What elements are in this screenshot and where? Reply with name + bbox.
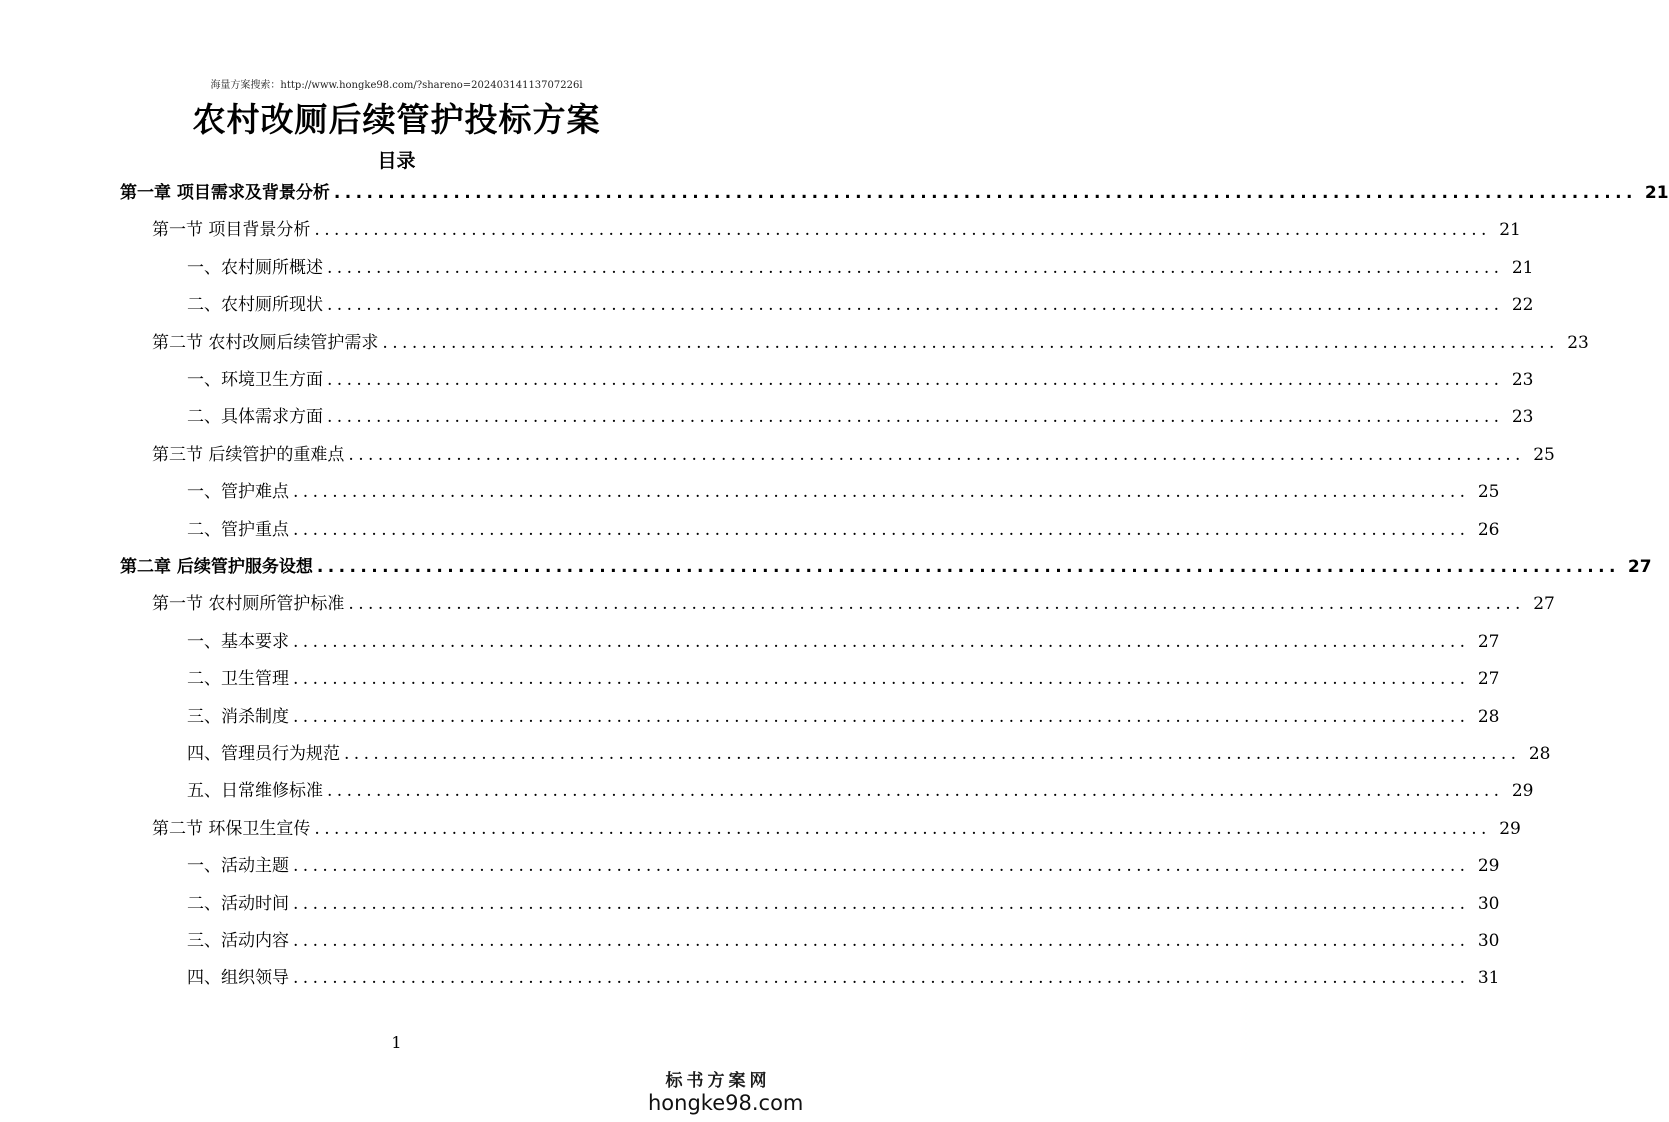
toc-entry-label: 一、农村厕所概述 <box>187 257 323 278</box>
toc-entry-page: 29 <box>1511 781 1534 802</box>
toc-leader-dots: ........................................................................................................................ <box>293 669 1470 690</box>
toc-leader-dots: ........................................................................................................................ <box>327 407 1504 428</box>
toc-entry-label: 一、管护难点 <box>187 482 289 503</box>
toc-entry[interactable] <box>187 886 1500 923</box>
toc-leader-dots: ........................................................................................................................ <box>316 557 1620 577</box>
toc-entry[interactable] <box>187 923 1500 960</box>
toc-leader-dots: ........................................................................................................................ <box>293 893 1470 914</box>
toc-heading: 目录 <box>377 150 416 172</box>
toc-leader-dots: ........................................................................................................................ <box>382 332 1559 353</box>
toc-entry-page: 27 <box>1477 669 1500 690</box>
site-watermark-logo <box>648 1071 804 1115</box>
toc-entry-label: 四、组织领导 <box>187 968 289 989</box>
toc-leader-dots: ........................................................................................................................ <box>344 744 1521 764</box>
toc-entry-label: 二、管护重点 <box>187 519 289 540</box>
toc-leader-dots: ........................................................................................................................ <box>293 931 1470 951</box>
toc-entry-page: 25 <box>1477 482 1500 503</box>
toc-entry-label: 一、活动主题 <box>187 856 289 877</box>
toc-entry-page: 27 <box>1627 557 1652 577</box>
toc-leader-dots: ........................................................................................................................ <box>327 295 1504 316</box>
toc-leader-dots: ........................................................................................................................ <box>314 220 1491 241</box>
toc-entry-page: 23 <box>1511 407 1534 428</box>
toc-leader-dots: ........................................................................................................................ <box>327 370 1504 390</box>
toc-entry[interactable] <box>152 437 1555 474</box>
toc-entry[interactable] <box>187 250 1534 287</box>
toc-leader-dots: ........................................................................................................................ <box>348 594 1525 615</box>
toc-entry-label: 第二节 农村改厕后续管护需求 <box>152 332 379 353</box>
toc-entry-label: 三、活动内容 <box>187 931 289 951</box>
toc-leader-dots: ........................................................................................................................ <box>293 706 1470 727</box>
toc-leader-dots: ........................................................................................................................ <box>293 519 1470 540</box>
toc-leader-dots: ........................................................................................................................ <box>293 482 1470 503</box>
toc-leader-dots: ........................................................................................................................ <box>293 631 1470 652</box>
toc-entry-page: 22 <box>1511 295 1534 316</box>
toc-entry-page: 29 <box>1499 818 1521 839</box>
toc-leader-dots: ........................................................................................................................ <box>327 781 1504 802</box>
toc-entry-page: 31 <box>1477 968 1500 989</box>
toc-entry-page: 28 <box>1528 744 1551 764</box>
toc-entry[interactable] <box>187 699 1500 736</box>
toc-entry[interactable] <box>187 474 1500 511</box>
document-title: 农村改厕后续管护投标方案 <box>192 100 601 139</box>
watermark-en-text: hongke98.com <box>648 1091 804 1115</box>
toc-entry-label: 二、农村厕所现状 <box>187 295 323 316</box>
toc-entry-page: 27 <box>1477 631 1500 652</box>
toc-leader-dots: ........................................................................................................................ <box>293 856 1470 877</box>
toc-entry-label: 一、基本要求 <box>187 631 289 652</box>
toc-entry-page: 25 <box>1533 444 1555 465</box>
toc-leader-dots: ........................................................................................................................ <box>314 818 1491 839</box>
watermark-cn-text: 标书方案网 <box>665 1071 771 1091</box>
toc-entry-page: 21 <box>1644 183 1669 203</box>
toc-leader-dots: ........................................................................................................................ <box>327 257 1504 278</box>
toc-entry[interactable] <box>120 175 1669 212</box>
toc-entry-label: 第二节 环保卫生宣传 <box>152 818 311 839</box>
toc-entry[interactable] <box>152 325 1589 362</box>
toc-leader-dots: ........................................................................................................................ <box>293 968 1470 989</box>
toc-entry-label: 第三节 后续管护的重难点 <box>152 444 345 465</box>
toc-entry[interactable] <box>187 399 1534 436</box>
header-search-note: 海量方案搜索：http://www.hongke98.com/?shareno=20240314113707226l <box>210 80 583 91</box>
toc-entry-label: 四、管理员行为规范 <box>187 744 340 764</box>
toc-entry[interactable] <box>187 960 1500 997</box>
toc-entry[interactable] <box>187 736 1551 773</box>
toc-entry[interactable] <box>187 624 1500 661</box>
toc-entry-page: 21 <box>1499 220 1521 241</box>
toc-entry-page: 30 <box>1477 893 1500 914</box>
toc-entry-label: 第一节 项目背景分析 <box>152 220 311 241</box>
toc-entry-page: 21 <box>1511 257 1534 278</box>
toc-entry[interactable] <box>152 586 1555 623</box>
toc-entry[interactable] <box>187 848 1500 885</box>
toc-entry-label: 第二章 后续管护服务设想 <box>120 557 313 577</box>
toc-entry-page: 30 <box>1477 931 1500 951</box>
toc-entry-page: 23 <box>1567 332 1589 353</box>
toc-entry[interactable] <box>187 287 1534 324</box>
toc-entry-label: 二、活动时间 <box>187 893 289 914</box>
toc-entry[interactable] <box>187 661 1500 698</box>
toc-entry[interactable] <box>187 773 1534 810</box>
toc-entry[interactable] <box>152 212 1521 249</box>
toc-leader-dots: ........................................................................................................................ <box>348 444 1525 465</box>
toc-entry[interactable] <box>187 512 1500 549</box>
toc-entry-label: 第一节 农村厕所管护标准 <box>152 594 345 615</box>
toc-leader-dots: ........................................................................................................................ <box>333 183 1637 203</box>
toc-entry-page: 28 <box>1477 706 1500 727</box>
toc-entry-page: 23 <box>1511 370 1534 390</box>
toc-entry-label: 三、消杀制度 <box>187 706 289 727</box>
toc-entry[interactable] <box>187 362 1534 399</box>
page-number: 1 <box>391 1033 402 1052</box>
toc-entry-label: 二、卫生管理 <box>187 669 289 690</box>
toc-entry-page: 26 <box>1477 519 1500 540</box>
toc-entry-label: 五、日常维修标准 <box>187 781 323 802</box>
toc-entry-label: 二、具体需求方面 <box>187 407 323 428</box>
toc-entry[interactable] <box>152 811 1521 848</box>
toc-entry-page: 29 <box>1477 856 1500 877</box>
toc-entry-label: 一、环境卫生方面 <box>187 370 323 390</box>
toc-entry-page: 27 <box>1533 594 1555 615</box>
toc-entry[interactable] <box>120 549 1652 586</box>
toc-entry-label: 第一章 项目需求及背景分析 <box>120 183 330 203</box>
